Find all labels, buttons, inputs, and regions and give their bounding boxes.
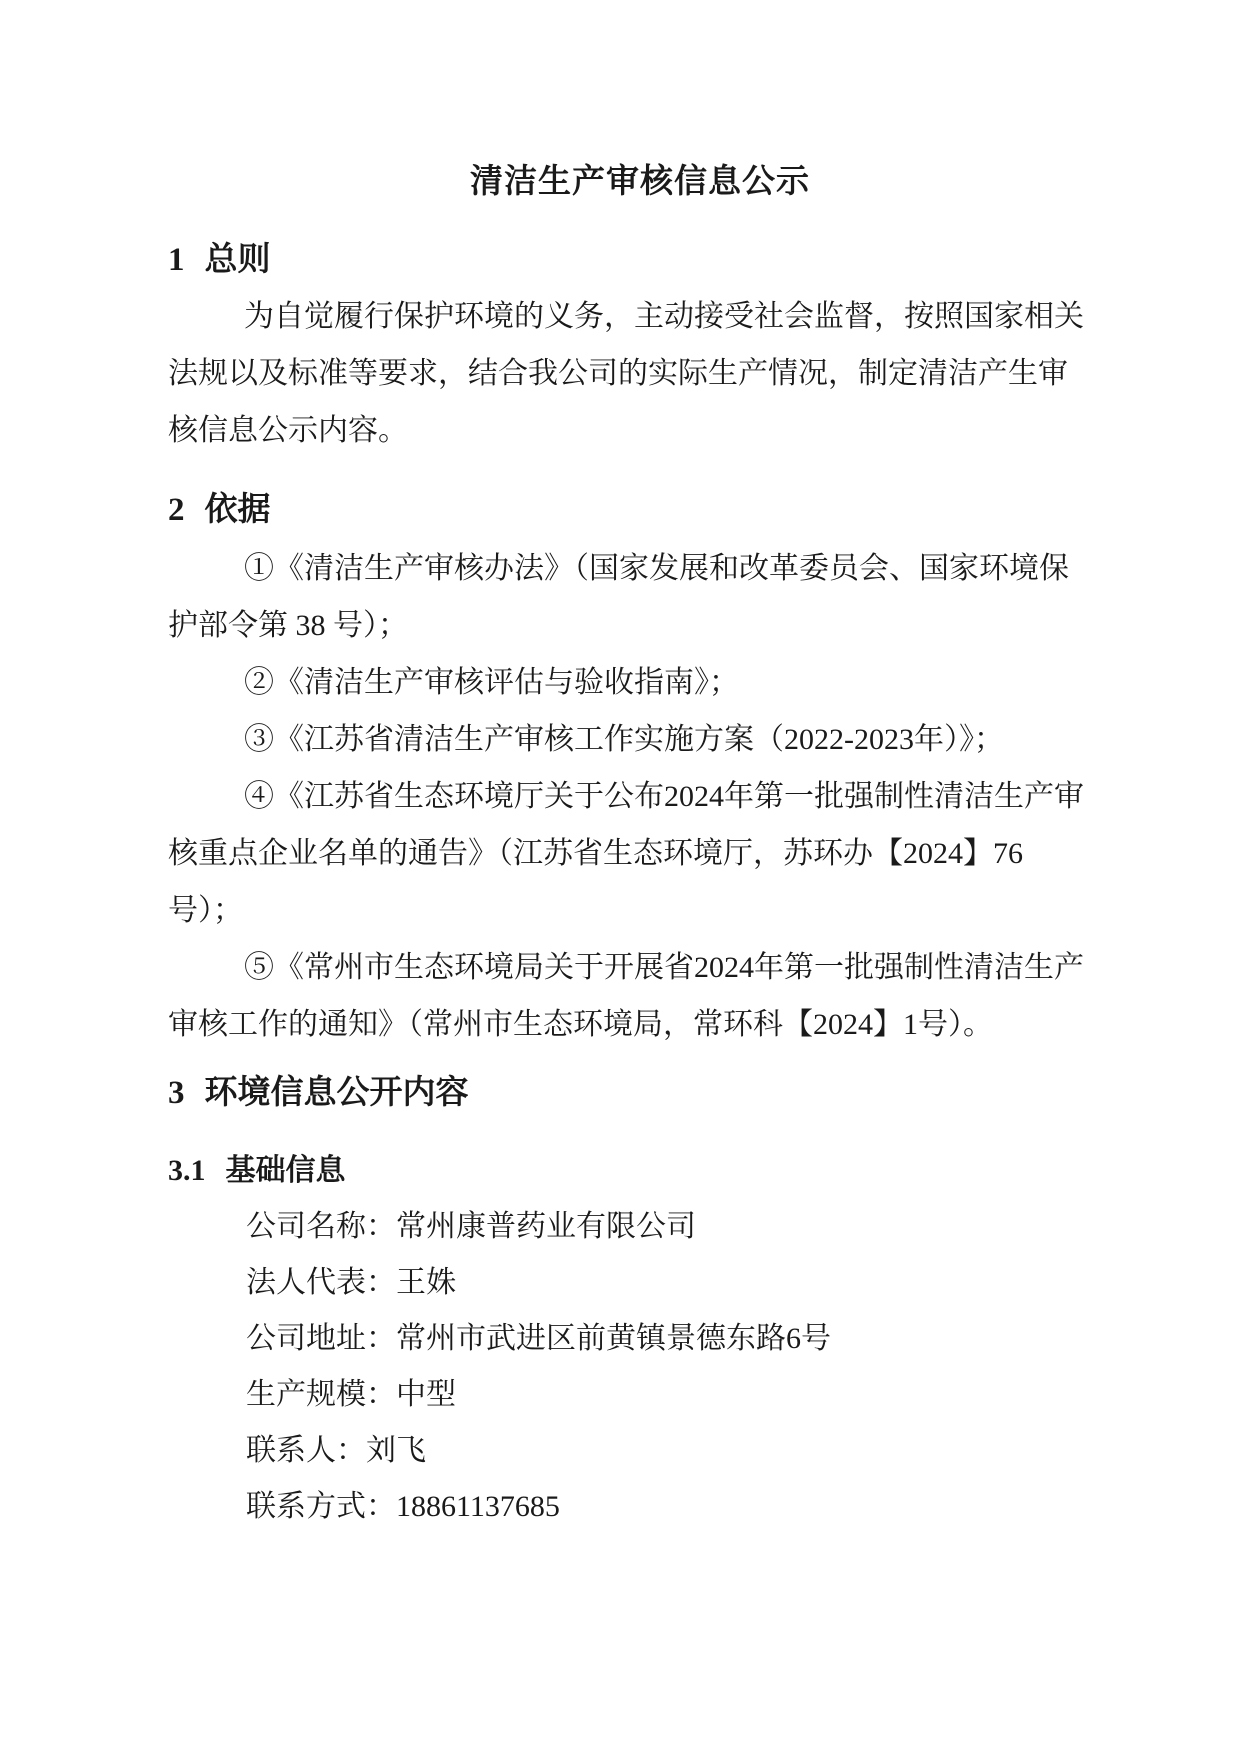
section-3-number: 3: [168, 1075, 185, 1111]
paragraph-line: 为自觉履行保护环境的义务，主动接受社会监督，按照国家相关: [244, 300, 1084, 333]
basis-item-line: ②《清洁生产审核评估与验收指南》；: [244, 666, 739, 699]
basis-item-line: 号）；: [168, 894, 243, 927]
info-line: 联系人：刘飞: [246, 1434, 426, 1467]
general-paragraph: [168, 288, 1084, 459]
info-line: 公司名称：常州康普药业有限公司: [246, 1210, 696, 1243]
basis-item-line: 核重点企业名单的通告》（江苏省生态环境厅，苏环办【2024】76: [168, 837, 1023, 870]
section-2-heading: [168, 487, 1072, 533]
subsection-3-1-number: 3.1: [168, 1154, 206, 1187]
document-title: 清洁生产审核信息公示: [470, 164, 810, 200]
section-3-heading: [168, 1070, 1072, 1116]
section-basis: [168, 487, 1084, 1053]
info-line: 联系方式：18861137685: [246, 1490, 560, 1523]
section-disclosure: [168, 1070, 1072, 1535]
section-2-number: 2: [168, 492, 185, 528]
subsection-3-1-title: 基础信息: [225, 1154, 346, 1187]
paragraph-line: 核信息公示内容。: [168, 414, 408, 447]
basis-item-line: ⑤《常州市生态环境局关于开展省2024年第一批强制性清洁生产: [244, 951, 1084, 984]
basis-item-line: ③《江苏省清洁生产审核工作实施方案（2022-2023年）》；: [244, 723, 1004, 756]
info-line: 法人代表：王姝: [246, 1266, 456, 1299]
info-line: 生产规模：中型: [246, 1378, 456, 1411]
subsection-3-1-heading: [168, 1148, 1072, 1194]
basis-list: [168, 540, 1084, 1053]
basis-item-line: 审核工作的通知》（常州市生态环境局，常环科【2024】1号）。: [168, 1008, 993, 1041]
basis-item-line: ④《江苏省生态环境厅关于公布2024年第一批强制性清洁生产审: [244, 780, 1084, 813]
basis-item-line: 护部令第 38 号）；: [168, 609, 408, 642]
section-1-title: 总则: [204, 242, 271, 278]
paragraph-line: 法规以及标准等要求，结合我公司的实际生产情况，制定清洁产生审: [168, 357, 1068, 390]
section-3-title: 环境信息公开内容: [204, 1075, 469, 1111]
basis-item-line: ①《清洁生产审核办法》（国家发展和改革委员会、国家环境保: [244, 552, 1069, 585]
section-1-heading: [168, 237, 1072, 283]
section-2-title: 依据: [204, 492, 271, 528]
info-line: 公司地址：常州市武进区前黄镇景德东路6号: [246, 1322, 831, 1355]
basic-info-list: [168, 1199, 1072, 1535]
section-general: [168, 237, 1084, 459]
section-1-number: 1: [168, 242, 185, 278]
